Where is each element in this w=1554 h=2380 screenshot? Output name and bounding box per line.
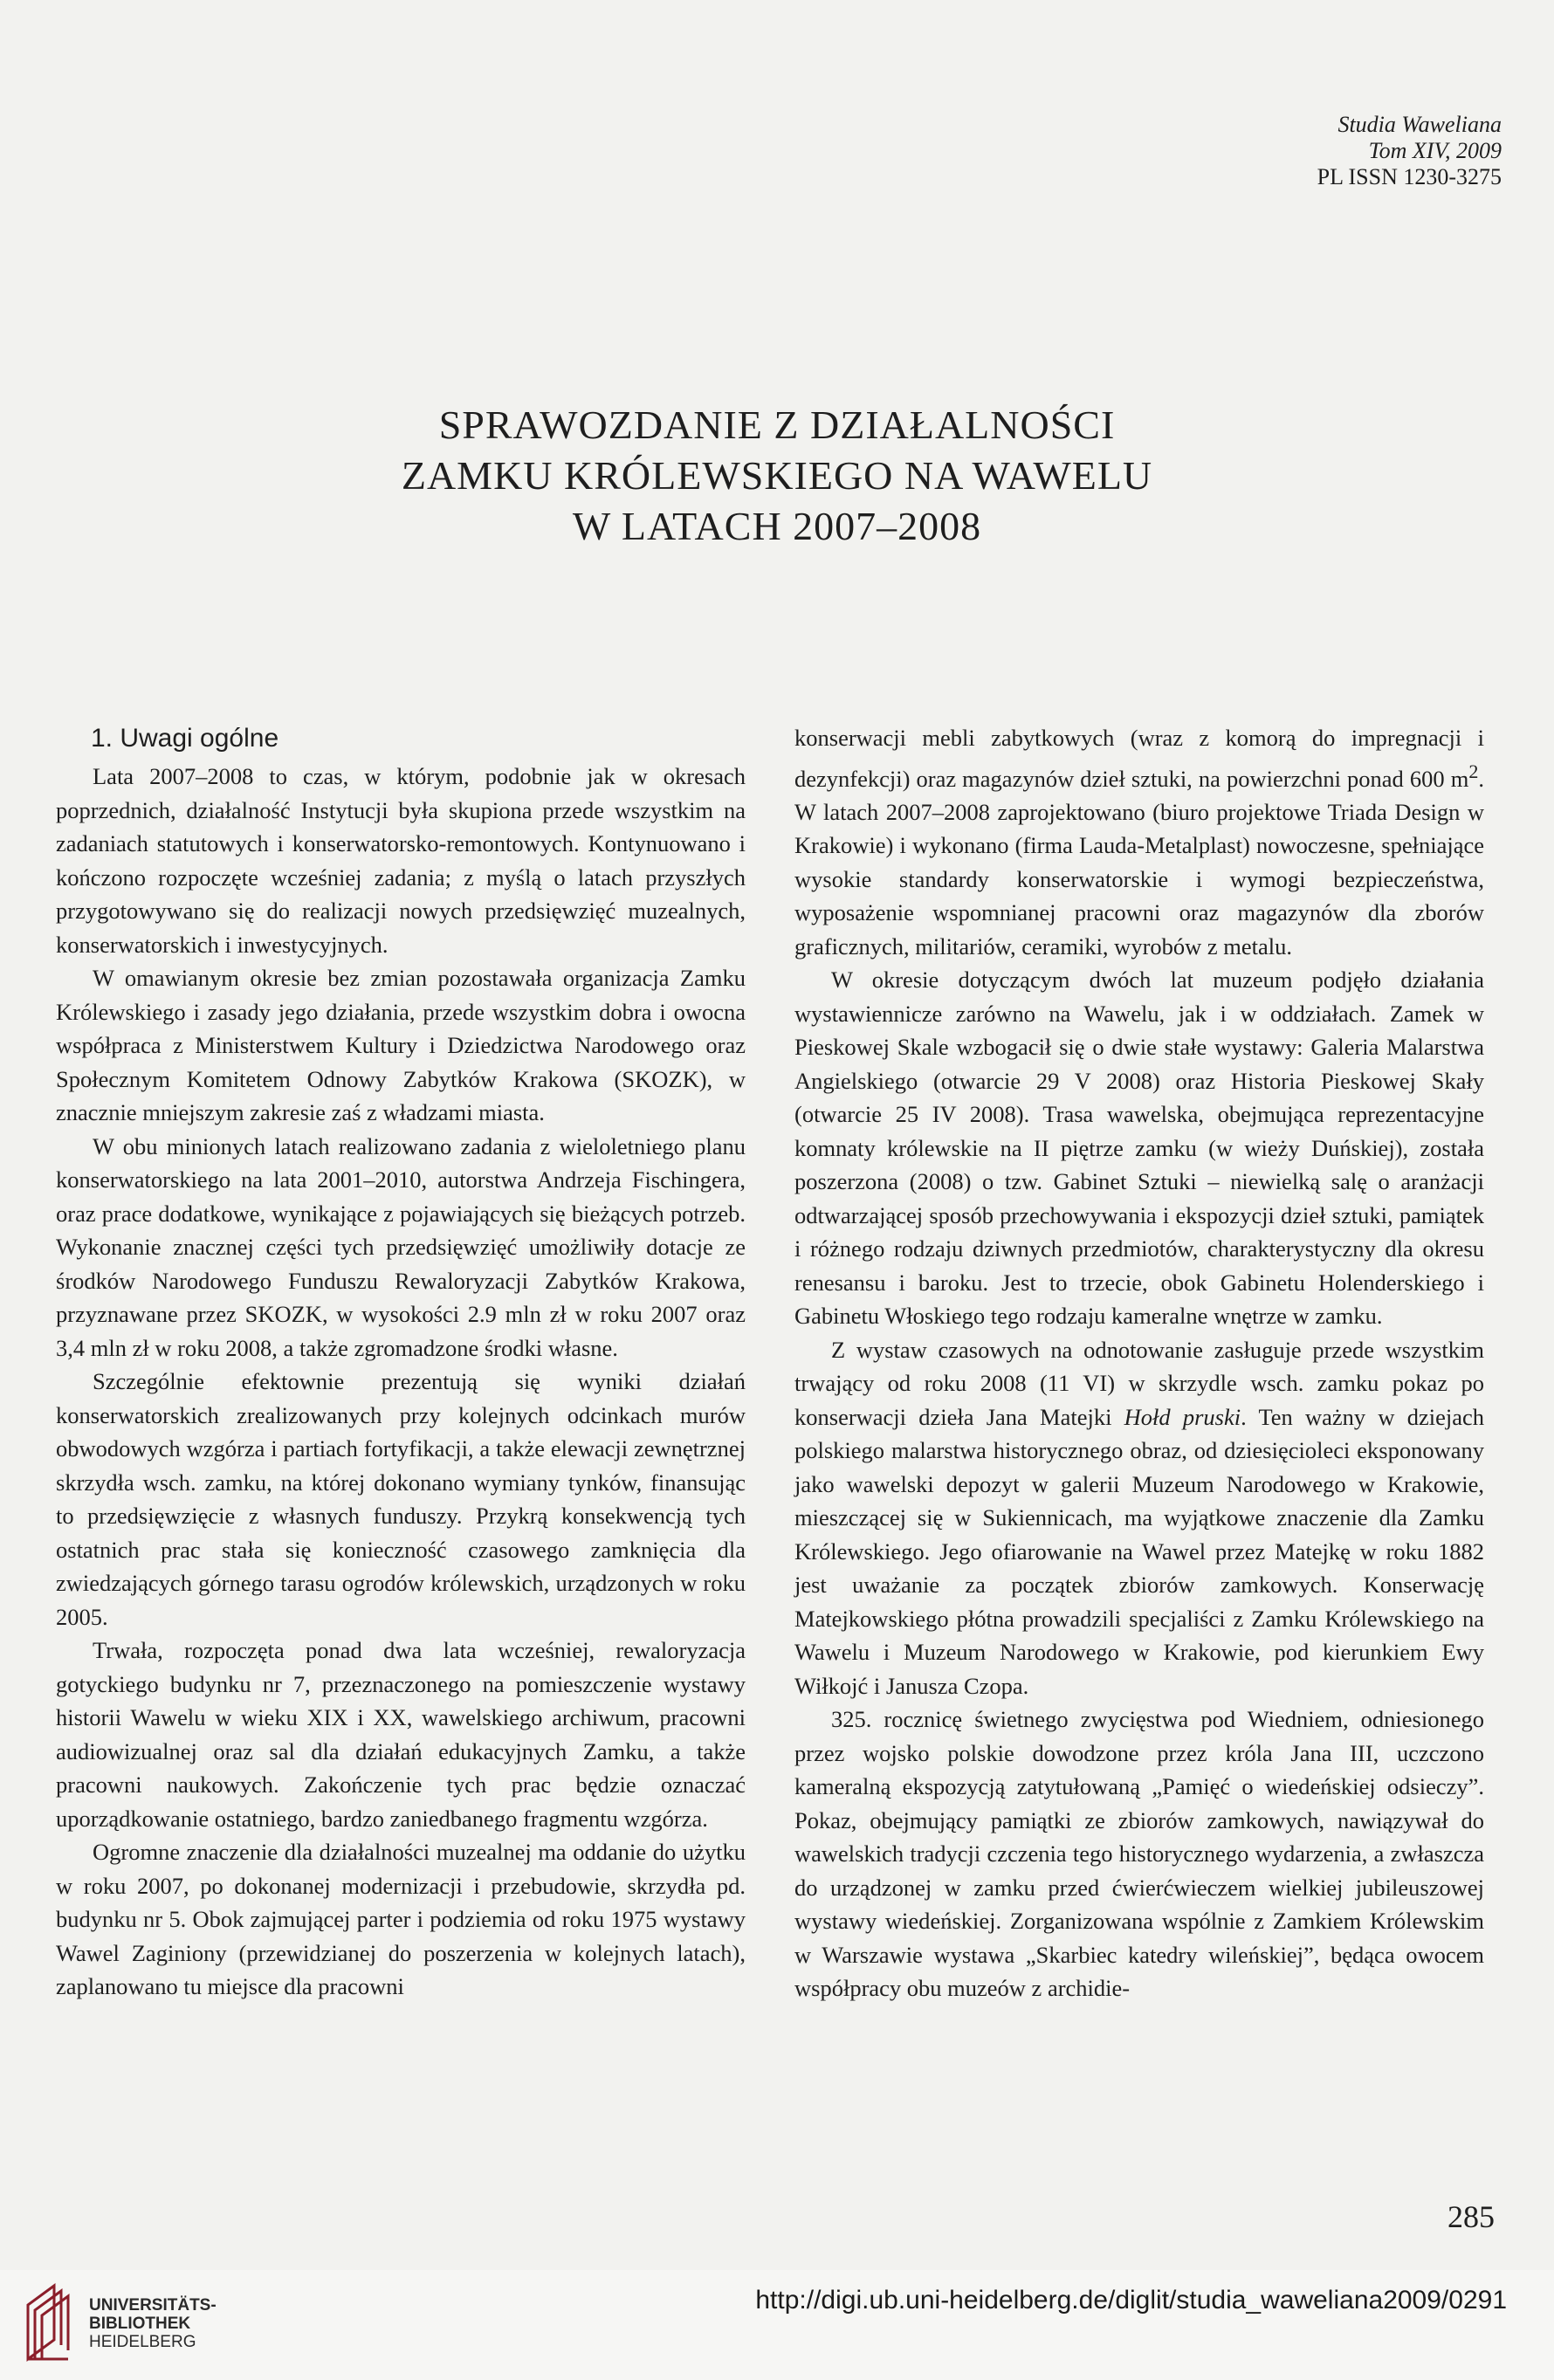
title-line-3: W LATACH 2007–2008 — [572, 504, 982, 548]
paragraph: W omawianym okresie bez zmian pozostawała organizacja Zamku Królewskiego i zasady jego działania, przede wszystkim dobra i owocna współpraca z Ministerstwem Kultury i Dziedzictwa Narodowego oraz Społecznym Komitetem Odnowy Zabytków Krakowa (SKOZK), w znacznie mniejszym zakresie zaś z władzami miasta. — [56, 965, 746, 1125]
journal-issn: PL ISSN 1230-3275 — [1317, 164, 1502, 189]
library-name-line: BIBLIOTHEK — [89, 2315, 191, 2333]
superscript: 2 — [1468, 760, 1479, 782]
left-column — [56, 721, 746, 2004]
paragraph: Trwała, rozpoczęta ponad dwa lata wcześniej, rewaloryzacja gotyckiego budynku nr 7, przeznaczonego na pomieszczenie wystawy historii Wawelu w wieku XIX i XX, wawelskiego archiwum, pracowni audiowizualnej oraz sal dla działań edukacyjnych Zamku, a także pracowni naukowych. Zakończenie tych prac będzie oznaczać uporządkowanie ostatniego, bardzo zaniedbanego fragmentu wzgórza. — [56, 1637, 746, 1832]
paragraph: Lata 2007–2008 to czas, w którym, podobnie jak w okresach poprzednich, działalność Instytucji była skupiona przede wszystkim na zadaniach statutowych i konserwatorsko-remontowych. Kontynuowano i kończono rozpoczęte wcześniej zadania; z myślą o latach przyszłych przygotowywano się do realizacji nowych przedsięwzięć muzealnych, konserwatorskich i inwestycyjnych. — [56, 763, 746, 958]
text-run: Z wystaw czasowych na odnotowanie zasługuje przede wszystkim trwający od roku 2008 (11 VI) w skrzydle wsch. zamku pokaz po konserwacji dzieła Jana Matejki — [794, 1336, 1484, 1430]
paragraph: Szczególnie efektownie prezentują się wyniki działań konserwatorskich zrealizowanych przy kolejnych odcinkach murów obwodowych wzgórza i partiach fortyfikacji, a także elewacji zewnętrznej skrzydła wsch. zamku, na której dokonano wymiany tynków, finansując to przedsięwzięcie z własnych funduszy. Przykrą konsekwencją tych ostatnich prac stała się konieczność czasowego zamknięcia dla zwiedzających górnego tarasu ogrodów królewskich, urządzonych w roku 2005. — [56, 1368, 746, 1630]
paragraph: 325. rocznicę świetnego zwycięstwa pod Wiedniem, odniesionego przez wojsko polskie dowodzone przez króla Jana III, uczczono kameralną ekspozycją zatytułowaną „Pamięć o wiedeńskiej odsieczy”. Pokaz, obejmujący pamiątki ze zbiorów zamkowych, nawiązywał do wawelskich tradycji czczenia tego historycznego wydarzenia, a zwłaszcza do urządzonej w zamku przed ćwierćwieczem wielkiej jubileuszowej wystawy wiedeńskiej. Zorganizowana wspólnie z Zamkiem Królewskim w Warszawie wystawa „Skarbiec katedry wileńskiej”, będąca owocem współpracy obu muzeów z archidie- — [794, 1706, 1484, 2002]
text-run: . W latach 2007–2008 zaprojektowano (biuro projektowe Triada Design w Krakowie) i wykonano (firma Lauda-Metalplast) nowoczesne, spełniające wysokie standardy konserwatorskie i wymogi bezpieczeństwa, wyposażenie wspomnianej pracowni oraz magazynów dla zborów graficznych, militariów, ceramiki, wyrobów z metalu. — [794, 765, 1484, 960]
paragraph — [794, 1333, 1484, 1703]
library-name-line: HEIDELBERG — [89, 2333, 196, 2351]
paragraph: Ogromne znaczenie dla działalności muzealnej ma oddanie do użytku w roku 2007, po dokonanej modernizacji i przebudowie, skrzydła pd. budynku nr 5. Obok zajmującej parter i podziemia od roku 1975 wystawy Wawel Zaginiony (przewidzianej do poszerzenia w kolejnych latach), zaplanowano tu miejsce dla pracowni — [56, 1839, 746, 1999]
paragraph — [794, 721, 1484, 963]
text-run: . Ten ważny w dziejach polskiego malarstwa historycznego obraz, od dziesięcioleci eksponowany jako wawelski depozyt w galerii Muzeum Narodowego w Krakowie, mieszczącej się w Sukiennicach, ma wyjątkowe znaczenie dla Zamku Królewskiego. Jego ofiarowanie na Wawel przez Matejkę w roku 1882 jest uważanie za początek zbiorów zamkowych. Konserwację Matejkowskiego płótna prowadzili specjaliści z Zamku Królewskiego na Wawelu i Muzeum Narodowego w Krakowie, pod kierunkiem Ewy Wiłkojć i Janusza Czopa. — [794, 1403, 1485, 1699]
section-heading: 1. Uwagi ogólne — [91, 724, 279, 753]
paragraph: W okresie dotyczącym dwóch lat muzeum podjęło działania wystawiennicze zarówno na Wawelu, jak i w oddziałach. Zamek w Pieskowej Skale wzbogacił się o dwie stałe wystawy: Galeria Malarstwa Angielskiego (otwarcie 29 V 2008) oraz Historia Pieskowej Skały (otwarcie 25 IV 2008). Trasa wawelska, obejmująca reprezentacyjne komnaty królewskie na II piętrze zamku (w wieży Duńskiej), została poszerzona (2008) o tzw. Gabinet Sztuki – niewielką salę o aranżacji odtwarzającej sposób przechowywania i ekspozycji dzieł sztuki, pamiątek i różnego rodzaju dziwnych przedmiotów, charakterystyczny dla okresu renesansu i baroku. Jest to trzecie, obok Gabinetu Holenderskiego i Gabinetu Włoskiego tego rodzaju kameralne wnętrze w zamku. — [794, 966, 1484, 1330]
paragraph: W obu minionych latach realizowano zadania z wieloletniego planu konserwatorskiego na lata 2001–2010, autorstwa Andrzeja Fischingera, oraz prace dodatkowe, wynikające z pojawiających się bieżących potrzeb. Wykonanie znacznej części tych przedsięwzięć umożliwiły dotacje ze środków Narodowego Funduszu Rewaloryzacji Zabytków Krakowa, przyznawane przez SKOZK, w wysokości 2.9 mln zł w roku 2007 oraz 3,4 mln zł w roku 2008, a także zgromadzone środki własne. — [56, 1132, 746, 1361]
right-column — [794, 721, 1484, 2005]
artwork-title: Hołd pruski — [1124, 1403, 1241, 1430]
permalink-url[interactable]: http://digi.ub.uni-heidelberg.de/diglit/studia_waweliana2009/0291 — [755, 2286, 1507, 2315]
journal-volume: Tom XIV, 2009 — [1368, 138, 1502, 163]
title-line-2: ZAMKU KRÓLEWSKIEGO NA WAWELU — [401, 453, 1153, 498]
title-line-1: SPRAWOZDANIE Z DZIAŁALNOŚCI — [438, 402, 1116, 447]
library-name-line: UNIVERSITÄTS- — [89, 2296, 217, 2315]
journal-name: Studia Waweliana — [1337, 112, 1502, 137]
digitization-footer — [0, 2270, 1554, 2380]
page-number: 285 — [1447, 2199, 1495, 2234]
journal-header — [1317, 112, 1502, 190]
text-run: konserwacji mebli zabytkowych (wraz z komorą do impregnacji i dezynfekcji) oraz magazynów dzieł sztuki, na powierzchni ponad 600 m — [794, 725, 1484, 792]
library-logo-icon — [19, 2279, 82, 2366]
library-name — [89, 2296, 217, 2351]
article-title — [0, 400, 1554, 552]
